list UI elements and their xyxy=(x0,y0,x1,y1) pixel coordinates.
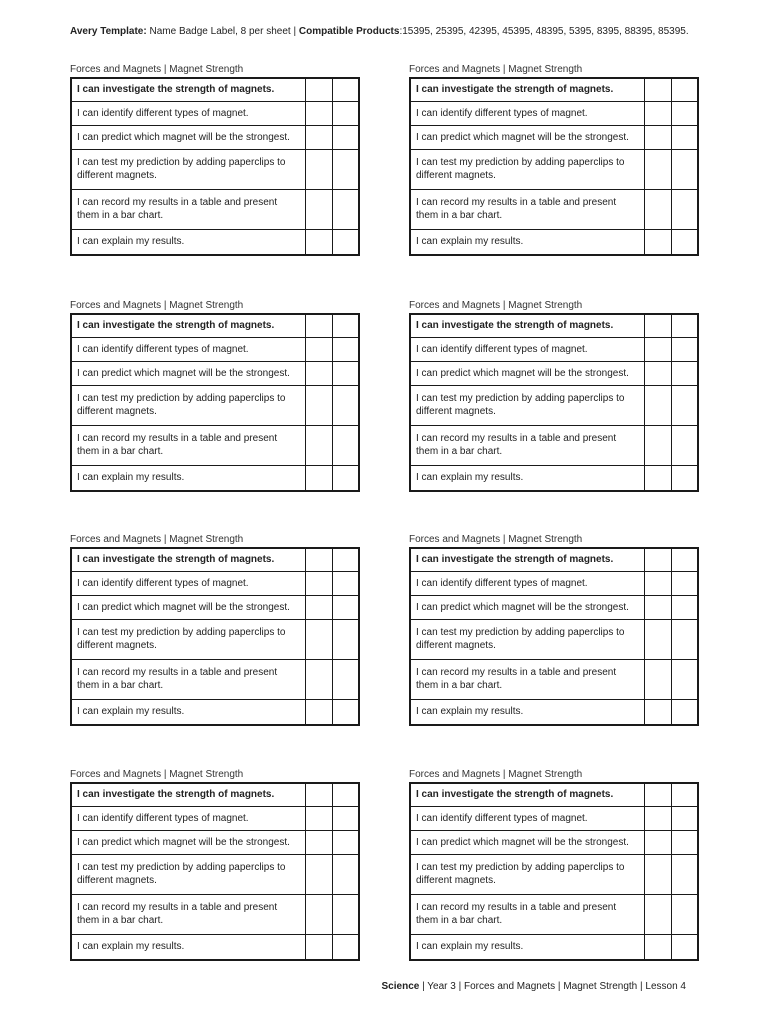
check-box[interactable] xyxy=(305,314,332,337)
statement-text: I can record my results in a table and present them in a bar chart. xyxy=(71,425,305,465)
statement-text: I can test my prediction by adding paperclips to different magnets. xyxy=(71,385,305,425)
check-box[interactable] xyxy=(332,894,359,934)
check-box[interactable] xyxy=(305,830,332,854)
check-box[interactable] xyxy=(332,314,359,337)
check-box[interactable] xyxy=(305,699,332,725)
check-box[interactable] xyxy=(305,806,332,830)
checklist-row xyxy=(410,229,698,255)
learning-objective: I can investigate the strength of magnets. xyxy=(410,783,644,806)
check-box[interactable] xyxy=(644,337,671,361)
check-box[interactable] xyxy=(305,101,332,125)
check-box[interactable] xyxy=(644,830,671,854)
check-box[interactable] xyxy=(332,934,359,960)
label-title: Forces and Magnets | Magnet Strength xyxy=(409,534,583,545)
statement-text: I can explain my results. xyxy=(71,465,305,491)
checklist-row xyxy=(410,465,698,491)
footer-subject: Science xyxy=(381,981,420,992)
statement-text: I can record my results in a table and present them in a bar chart. xyxy=(410,189,644,229)
name-badge-label xyxy=(70,769,358,961)
statement-text: I can record my results in a table and present them in a bar chart. xyxy=(71,189,305,229)
checklist-row xyxy=(410,385,698,425)
check-box[interactable] xyxy=(671,385,698,425)
check-box[interactable] xyxy=(671,189,698,229)
check-box[interactable] xyxy=(332,595,359,619)
check-box[interactable] xyxy=(305,465,332,491)
learning-objective: I can investigate the strength of magnets. xyxy=(71,78,305,101)
checklist-row xyxy=(410,361,698,385)
check-box[interactable] xyxy=(671,595,698,619)
statement-text: I can identify different types of magnet. xyxy=(71,571,305,595)
template-label: Avery Template: xyxy=(70,26,147,37)
check-box[interactable] xyxy=(644,571,671,595)
check-box[interactable] xyxy=(644,894,671,934)
label-title: Forces and Magnets | Magnet Strength xyxy=(70,769,244,780)
name-badge-label xyxy=(70,534,358,726)
checklist-row xyxy=(71,101,359,125)
check-box[interactable] xyxy=(305,783,332,806)
checklist-row xyxy=(71,425,359,465)
check-box[interactable] xyxy=(305,854,332,894)
learning-objective: I can investigate the strength of magnets. xyxy=(410,78,644,101)
check-box[interactable] xyxy=(644,699,671,725)
check-box[interactable] xyxy=(305,595,332,619)
check-box[interactable] xyxy=(644,314,671,337)
check-box[interactable] xyxy=(644,806,671,830)
checklist-row xyxy=(410,314,698,337)
checklist-row xyxy=(410,125,698,149)
learning-objective: I can investigate the strength of magnets. xyxy=(71,783,305,806)
checklist-row xyxy=(71,548,359,571)
check-box[interactable] xyxy=(332,425,359,465)
statement-text: I can identify different types of magnet. xyxy=(410,101,644,125)
check-box[interactable] xyxy=(644,361,671,385)
products-label: Compatible Products xyxy=(298,26,400,37)
checklist-row xyxy=(71,229,359,255)
check-box[interactable] xyxy=(671,314,698,337)
check-box[interactable] xyxy=(305,548,332,571)
check-box[interactable] xyxy=(332,189,359,229)
checklist-row xyxy=(71,830,359,854)
check-box[interactable] xyxy=(305,361,332,385)
statement-text: I can record my results in a table and present them in a bar chart. xyxy=(71,659,305,699)
check-box[interactable] xyxy=(305,337,332,361)
statement-text: I can test my prediction by adding paperclips to different magnets. xyxy=(71,149,305,189)
check-box[interactable] xyxy=(644,783,671,806)
check-box[interactable] xyxy=(305,659,332,699)
check-box[interactable] xyxy=(644,125,671,149)
check-box[interactable] xyxy=(305,78,332,101)
label-title: Forces and Magnets | Magnet Strength xyxy=(409,769,583,780)
checklist-row xyxy=(71,854,359,894)
statement-text: I can explain my results. xyxy=(71,934,305,960)
learning-objective: I can investigate the strength of magnets. xyxy=(410,548,644,571)
check-box[interactable] xyxy=(671,361,698,385)
checklist-row xyxy=(410,659,698,699)
statement-text: I can explain my results. xyxy=(410,934,644,960)
checklist-row xyxy=(410,101,698,125)
checklist-row xyxy=(71,595,359,619)
check-box[interactable] xyxy=(305,189,332,229)
label-title: Forces and Magnets | Magnet Strength xyxy=(409,300,583,311)
checklist-row xyxy=(71,894,359,934)
check-box[interactable] xyxy=(332,125,359,149)
check-box[interactable] xyxy=(671,229,698,255)
statement-text: I can predict which magnet will be the strongest. xyxy=(71,361,305,385)
checklist-row xyxy=(410,189,698,229)
statement-text: I can identify different types of magnet. xyxy=(71,101,305,125)
statement-text: I can explain my results. xyxy=(410,465,644,491)
check-box[interactable] xyxy=(305,934,332,960)
learning-objective: I can investigate the strength of magnets. xyxy=(71,314,305,337)
checklist-row xyxy=(410,783,698,806)
checklist-row xyxy=(71,783,359,806)
name-badge-label xyxy=(409,300,697,492)
check-box[interactable] xyxy=(644,78,671,101)
checklist-table xyxy=(70,782,360,961)
check-box[interactable] xyxy=(332,783,359,806)
label-title: Forces and Magnets | Magnet Strength xyxy=(70,64,244,75)
checklist-table xyxy=(70,77,360,256)
statement-text: I can identify different types of magnet. xyxy=(71,337,305,361)
statement-text: I can predict which magnet will be the strongest. xyxy=(410,125,644,149)
check-box[interactable] xyxy=(671,894,698,934)
checklist-row xyxy=(71,806,359,830)
checklist-row xyxy=(71,934,359,960)
statement-text: I can record my results in a table and present them in a bar chart. xyxy=(410,894,644,934)
page-header xyxy=(70,26,750,38)
learning-objective: I can investigate the strength of magnets. xyxy=(71,548,305,571)
checklist-table xyxy=(409,547,699,726)
statement-text: I can explain my results. xyxy=(410,229,644,255)
name-badge-label xyxy=(409,769,697,961)
check-box[interactable] xyxy=(332,571,359,595)
check-box[interactable] xyxy=(332,699,359,725)
check-box[interactable] xyxy=(644,854,671,894)
statement-text: I can predict which magnet will be the strongest. xyxy=(71,830,305,854)
check-box[interactable] xyxy=(644,229,671,255)
checklist-row xyxy=(71,659,359,699)
check-box[interactable] xyxy=(305,385,332,425)
checklist-table xyxy=(70,547,360,726)
statement-text: I can explain my results. xyxy=(71,229,305,255)
checklist-row xyxy=(71,189,359,229)
statement-text: I can test my prediction by adding paperclips to different magnets. xyxy=(71,619,305,659)
check-box[interactable] xyxy=(332,619,359,659)
checklist-row xyxy=(410,830,698,854)
name-badge-label xyxy=(409,64,697,256)
checklist-row xyxy=(410,619,698,659)
check-box[interactable] xyxy=(305,571,332,595)
check-box[interactable] xyxy=(332,385,359,425)
check-box[interactable] xyxy=(332,854,359,894)
check-box[interactable] xyxy=(644,548,671,571)
statement-text: I can identify different types of magnet. xyxy=(410,571,644,595)
check-box[interactable] xyxy=(305,619,332,659)
statement-text: I can test my prediction by adding paperclips to different magnets. xyxy=(410,149,644,189)
learning-objective: I can investigate the strength of magnets. xyxy=(410,314,644,337)
check-box[interactable] xyxy=(671,425,698,465)
checklist-row xyxy=(410,78,698,101)
statement-text: I can predict which magnet will be the strongest. xyxy=(410,595,644,619)
statement-text: I can test my prediction by adding paperclips to different magnets. xyxy=(410,385,644,425)
check-box[interactable] xyxy=(305,229,332,255)
check-box[interactable] xyxy=(332,548,359,571)
check-box[interactable] xyxy=(644,934,671,960)
checklist-row xyxy=(410,337,698,361)
check-box[interactable] xyxy=(671,699,698,725)
check-box[interactable] xyxy=(644,619,671,659)
template-value: Name Badge Label, 8 per sheet | xyxy=(149,26,297,37)
check-box[interactable] xyxy=(671,854,698,894)
check-box[interactable] xyxy=(644,101,671,125)
label-title: Forces and Magnets | Magnet Strength xyxy=(70,534,244,545)
checklist-table xyxy=(409,313,699,492)
check-box[interactable] xyxy=(332,101,359,125)
checklist-row xyxy=(71,314,359,337)
statement-text: I can predict which magnet will be the strongest. xyxy=(71,125,305,149)
check-box[interactable] xyxy=(671,548,698,571)
check-box[interactable] xyxy=(671,125,698,149)
check-box[interactable] xyxy=(671,571,698,595)
checklist-row xyxy=(71,571,359,595)
page-footer xyxy=(382,981,686,993)
check-box[interactable] xyxy=(305,425,332,465)
statement-text: I can identify different types of magnet. xyxy=(410,806,644,830)
name-badge-label xyxy=(70,64,358,256)
products-value: :15395, 25395, 42395, 45395, 48395, 5395, 8395, 88395, 85395. xyxy=(399,26,689,37)
statement-text: I can predict which magnet will be the strongest. xyxy=(410,830,644,854)
check-box[interactable] xyxy=(332,806,359,830)
check-box[interactable] xyxy=(671,337,698,361)
check-box[interactable] xyxy=(644,385,671,425)
checklist-row xyxy=(410,854,698,894)
checklist-row xyxy=(71,337,359,361)
checklist-row xyxy=(71,699,359,725)
label-title: Forces and Magnets | Magnet Strength xyxy=(70,300,244,311)
checklist-table xyxy=(70,313,360,492)
checklist-row xyxy=(410,894,698,934)
checklist-row xyxy=(71,78,359,101)
check-box[interactable] xyxy=(644,425,671,465)
check-box[interactable] xyxy=(671,783,698,806)
statement-text: I can identify different types of magnet. xyxy=(410,337,644,361)
check-box[interactable] xyxy=(671,101,698,125)
check-box[interactable] xyxy=(644,595,671,619)
check-box[interactable] xyxy=(305,149,332,189)
check-box[interactable] xyxy=(644,189,671,229)
checklist-row xyxy=(71,125,359,149)
checklist-row xyxy=(71,465,359,491)
checklist-row xyxy=(410,548,698,571)
check-box[interactable] xyxy=(644,465,671,491)
statement-text: I can record my results in a table and present them in a bar chart. xyxy=(410,425,644,465)
check-box[interactable] xyxy=(332,78,359,101)
check-box[interactable] xyxy=(332,659,359,699)
statement-text: I can test my prediction by adding paperclips to different magnets. xyxy=(410,619,644,659)
statement-text: I can identify different types of magnet. xyxy=(71,806,305,830)
check-box[interactable] xyxy=(671,659,698,699)
check-box[interactable] xyxy=(332,149,359,189)
checklist-row xyxy=(410,595,698,619)
check-box[interactable] xyxy=(671,619,698,659)
name-badge-label xyxy=(70,300,358,492)
checklist-row xyxy=(71,619,359,659)
checklist-row xyxy=(410,149,698,189)
check-box[interactable] xyxy=(671,465,698,491)
check-box[interactable] xyxy=(305,894,332,934)
checklist-row xyxy=(71,361,359,385)
statement-text: I can record my results in a table and present them in a bar chart. xyxy=(71,894,305,934)
check-box[interactable] xyxy=(671,830,698,854)
checklist-table xyxy=(409,782,699,961)
checklist-row xyxy=(71,149,359,189)
checklist-row xyxy=(410,934,698,960)
statement-text: I can test my prediction by adding paperclips to different magnets. xyxy=(410,854,644,894)
check-box[interactable] xyxy=(671,149,698,189)
checklist-row xyxy=(410,806,698,830)
checklist-row xyxy=(71,385,359,425)
label-title: Forces and Magnets | Magnet Strength xyxy=(409,64,583,75)
check-box[interactable] xyxy=(644,659,671,699)
statement-text: I can predict which magnet will be the strongest. xyxy=(71,595,305,619)
statement-text: I can explain my results. xyxy=(410,699,644,725)
check-box[interactable] xyxy=(305,125,332,149)
checklist-row xyxy=(410,425,698,465)
check-box[interactable] xyxy=(644,149,671,189)
check-box[interactable] xyxy=(332,830,359,854)
checklist-row xyxy=(410,699,698,725)
name-badge-label xyxy=(409,534,697,726)
check-box[interactable] xyxy=(332,465,359,491)
check-box[interactable] xyxy=(332,361,359,385)
statement-text: I can test my prediction by adding paperclips to different magnets. xyxy=(71,854,305,894)
checklist-row xyxy=(410,571,698,595)
check-box[interactable] xyxy=(332,229,359,255)
statement-text: I can explain my results. xyxy=(71,699,305,725)
check-box[interactable] xyxy=(671,806,698,830)
statement-text: I can predict which magnet will be the strongest. xyxy=(410,361,644,385)
statement-text: I can record my results in a table and present them in a bar chart. xyxy=(410,659,644,699)
check-box[interactable] xyxy=(332,337,359,361)
check-box[interactable] xyxy=(671,78,698,101)
checklist-table xyxy=(409,77,699,256)
check-box[interactable] xyxy=(671,934,698,960)
footer-details: | Year 3 | Forces and Magnets | Magnet Strength | Lesson 4 xyxy=(419,981,686,992)
